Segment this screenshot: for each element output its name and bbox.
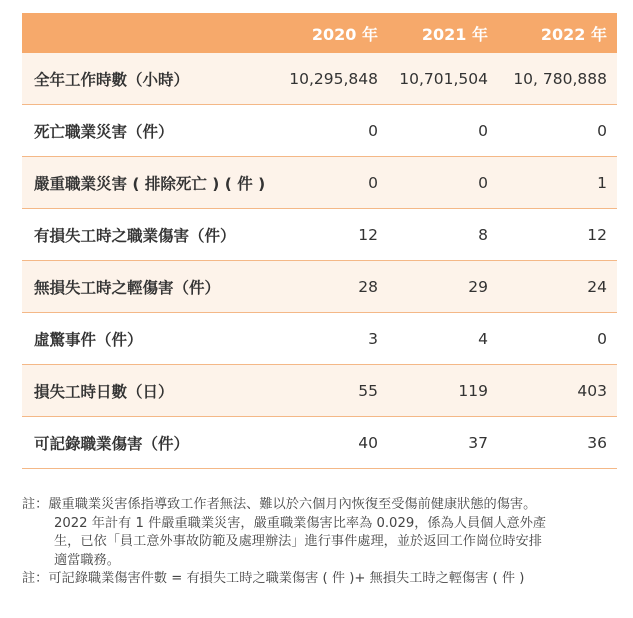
table-row	[22, 53, 617, 105]
row-label: 損失工時日數（日）	[22, 365, 270, 417]
cell-2020: 12	[270, 209, 388, 261]
table-row	[22, 261, 617, 313]
cell-2022: 1	[498, 157, 617, 209]
table-row	[22, 209, 617, 261]
row-label: 有損失工時之職業傷害（件）	[22, 209, 270, 261]
footnote-prefix: 註：	[22, 497, 49, 512]
safety-statistics-table-container	[22, 13, 617, 469]
header-year-2022: 2022 年	[498, 13, 617, 53]
row-label: 可記錄職業傷害（件）	[22, 417, 270, 469]
cell-2022: 12	[498, 209, 617, 261]
row-label: 死亡職業災害（件）	[22, 105, 270, 157]
cell-2020: 28	[270, 261, 388, 313]
cell-2022: 403	[498, 365, 617, 417]
cell-2022: 24	[498, 261, 617, 313]
cell-2022: 0	[498, 313, 617, 365]
cell-2020: 0	[270, 105, 388, 157]
cell-2021: 8	[388, 209, 498, 261]
row-label: 全年工作時數（小時）	[22, 53, 270, 105]
table-row	[22, 157, 617, 209]
cell-2022: 36	[498, 417, 617, 469]
cell-2022: 10, 780,888	[498, 53, 617, 105]
table-row	[22, 105, 617, 157]
table-row	[22, 417, 617, 469]
row-label: 無損失工時之輕傷害（件）	[22, 261, 270, 313]
row-label: 嚴重職業災害 ( 排除死亡 ) ( 件 )	[22, 157, 270, 209]
footnote-2	[22, 570, 622, 589]
footnote-1-continuation: 2022 年計有 1 件嚴重職業災害，嚴重職業傷害比率為 0.029，係為人員個人意外產	[54, 515, 547, 531]
footnotes	[22, 496, 622, 589]
cell-2021: 119	[388, 365, 498, 417]
table-row	[22, 365, 617, 417]
cell-2020: 10,295,848	[270, 53, 388, 105]
cell-2021: 37	[388, 417, 498, 469]
footnote-1-continuation: 生，已依「員工意外事故防範及處理辦法」進行事件處理，並於返回工作崗位時安排	[54, 534, 542, 550]
cell-2021: 4	[388, 313, 498, 365]
footnote-1	[22, 496, 622, 515]
cell-2021: 0	[388, 157, 498, 209]
cell-2022: 0	[498, 105, 617, 157]
cell-2021: 10,701,504	[388, 53, 498, 105]
header-empty-cell	[22, 13, 270, 53]
safety-statistics-table	[22, 13, 617, 469]
cell-2020: 55	[270, 365, 388, 417]
cell-2020: 40	[270, 417, 388, 469]
header-year-2021: 2021 年	[388, 13, 498, 53]
footnote-1-continuation: 適當職務。	[54, 552, 120, 568]
table-header-row	[22, 13, 617, 53]
cell-2020: 0	[270, 157, 388, 209]
footnote-text: 嚴重職業災害係指導致工作者無法、難以於六個月內恢復至受傷前健康狀態的傷害。	[48, 497, 537, 512]
cell-2020: 3	[270, 313, 388, 365]
table-row	[22, 313, 617, 365]
header-year-2020: 2020 年	[270, 13, 388, 53]
row-label: 虛驚事件（件）	[22, 313, 270, 365]
footnote-prefix: 註：	[22, 571, 49, 587]
footnote-text: 可記錄職業傷害件數 = 有損失工時之職業傷害 ( 件 )+ 無損失工時之輕傷害 ( 件 )	[48, 571, 525, 587]
cell-2021: 29	[388, 261, 498, 313]
cell-2021: 0	[388, 105, 498, 157]
